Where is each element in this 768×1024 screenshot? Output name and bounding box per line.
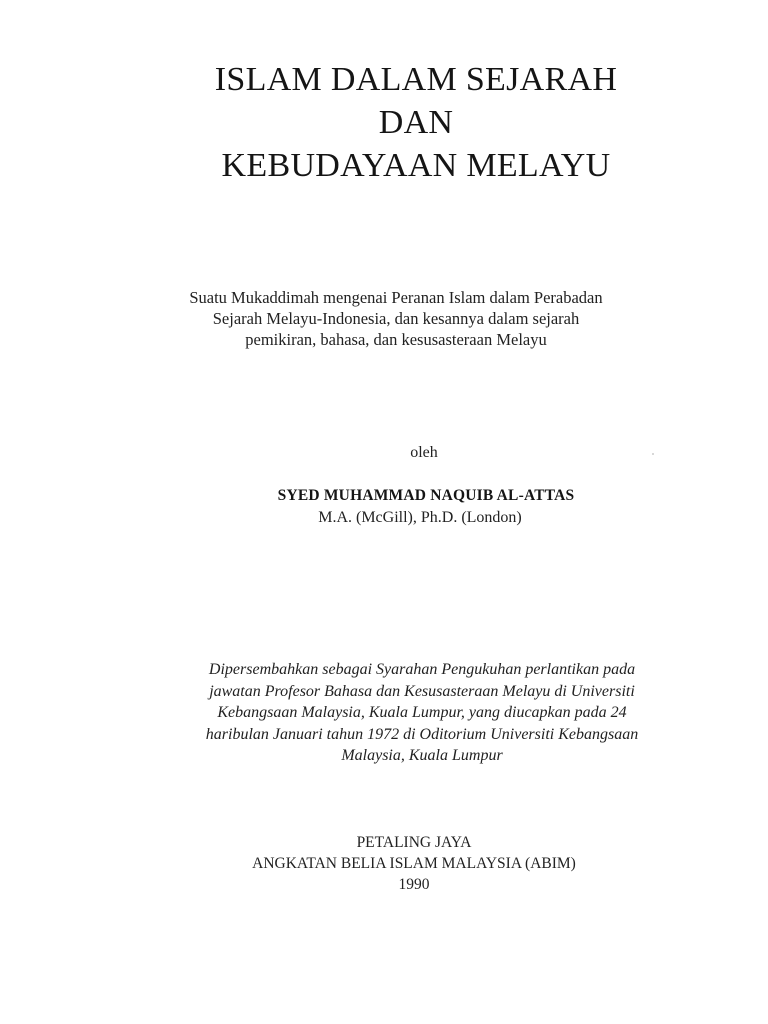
dedication-line-4: haribulan Januari tahun 1972 di Oditorium Universiti Kebangsaan [205,725,639,743]
publisher-name: ANGKATAN BELIA ISLAM MALAYSIA (ABIM) [252,855,576,872]
dedication-line-1: Dipersembahkan sebagai Syarahan Pengukuhan perlantikan pada [208,661,636,678]
subtitle-line-2: Sejarah Melayu-Indonesia, dan kesannya dalam sejarah [212,309,580,328]
subtitle-line-3: pemikiran, bahasa, dan kesusasteraan Melayu [245,330,547,349]
book-title [32,58,768,187]
title-line-3: KEBUDAYAAN MELAYU [221,147,611,184]
dedication-line-3: Kebangsaan Malaysia, Kuala Lumpur, yang diucapkan pada 24 [217,704,627,721]
dedication-text [38,659,768,767]
subtitle-line-1: Suatu Mukaddimah mengenai Peranan Islam dalam Perabadan [189,288,603,307]
publisher-city: PETALING JAYA [356,834,472,851]
title-line-2: DAN [378,104,454,141]
publication-year: 1990 [398,876,430,893]
title-line-1: ISLAM DALAM SEJARAH [214,61,618,98]
dedication-line-2: jawatan Profesor Bahasa dan Kesusasteraan Melayu di Universiti [209,682,635,700]
author-name: SYED MUHAMMAD NAQUIB AL-ATTAS [277,487,575,504]
scan-speck [652,453,654,455]
author-degrees: M.A. (McGill), Ph.D. (London) [318,509,522,526]
byline-oleh: oleh [410,444,438,461]
book-subtitle [12,287,768,350]
dedication-line-5: Malaysia, Kuala Lumpur [341,747,503,764]
publisher-info [30,832,768,895]
